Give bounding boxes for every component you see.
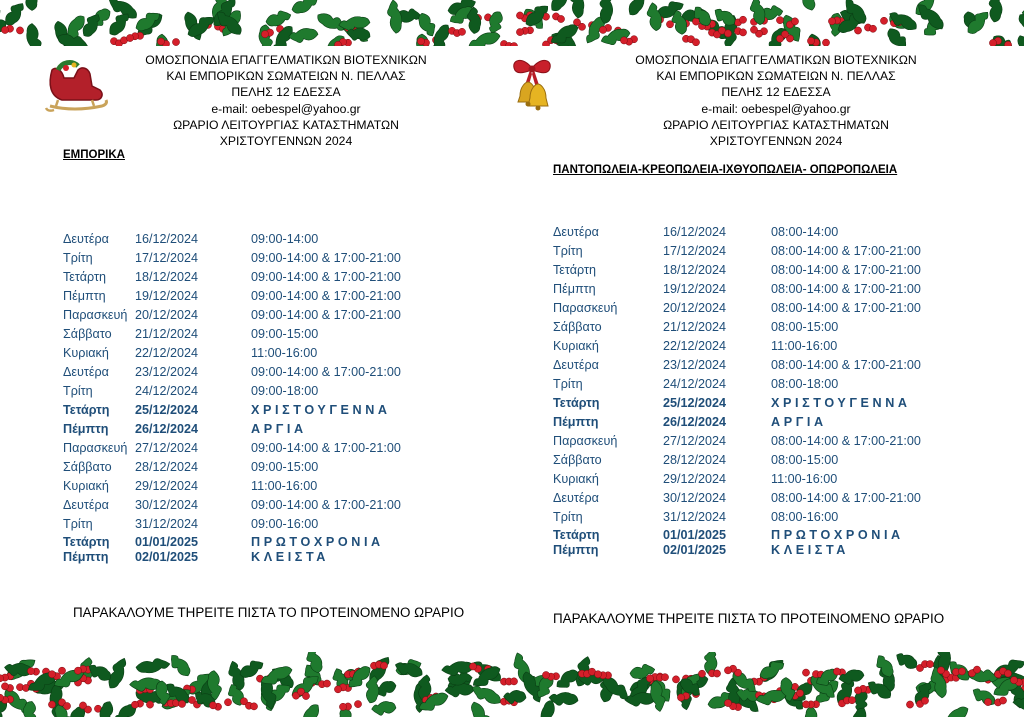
holly-berry: [261, 31, 268, 38]
date-label: 01/01/2025: [135, 535, 199, 549]
holly-berry: [599, 26, 606, 33]
date-label: 31/12/2024: [135, 517, 199, 531]
holly-berry: [822, 39, 829, 46]
holly-berry: [302, 692, 309, 699]
holly-berry: [672, 676, 679, 683]
hours-label: 09:00-14:00 & 17:00-21:00: [251, 308, 401, 322]
date-label: 21/12/2024: [135, 327, 199, 341]
holly-berry: [250, 703, 257, 710]
bells-with-bow-icon: [508, 54, 556, 120]
holly-berry: [739, 29, 746, 36]
date-label: 28/12/2024: [135, 460, 199, 474]
day-label: Τετάρτη: [553, 396, 600, 410]
holly-berry: [510, 42, 517, 46]
hours-label: 08:00-14:00 & 17:00-21:00: [771, 434, 921, 448]
date-label: 30/12/2024: [135, 498, 199, 512]
day-label: Τρίτη: [553, 510, 583, 524]
holly-berry: [869, 25, 876, 32]
day-label: Τρίτη: [63, 251, 93, 265]
holly-berry: [796, 690, 803, 697]
header-line-hours-title: ΩΡΑΡΙΟ ΛΕΙΤΟΥΡΓΙΑΣ ΚΑΤΑΣΤΗΜΑΤΩΝ: [173, 117, 399, 132]
holly-berry: [178, 700, 185, 707]
holly-garland-bottom: [0, 652, 1024, 717]
footer-note-left: ΠΑΡΑΚΑΛΟΥΜΕ ΤΗΡΕΙΤΕ ΠΙΣΤΑ ΤΟ ΠΡΟΤΕΙΝΟΜΕΝΟ ΩΡΑΡΙΟ: [73, 605, 465, 620]
footer-note-right: ΠΑΡΑΚΑΛΟΥΜΕ ΤΗΡΕΙΤΕ ΠΙΣΤΑ ΤΟ ΠΡΟΤΕΙΝΟΜΕΝΟ ΩΡΑΡΙΟ: [553, 611, 945, 626]
holly-berry: [126, 34, 133, 41]
hours-label: 09:00-14:00 & 17:00-21:00: [251, 498, 401, 512]
holly-berry: [16, 27, 23, 34]
day-label: Δευτέρα: [63, 365, 109, 379]
hours-label: 09:00-18:00: [251, 384, 319, 398]
holly-berry: [323, 680, 330, 687]
date-label: 20/12/2024: [663, 301, 727, 315]
day-label: Σάββατο: [553, 453, 602, 467]
hours-label: ΚΛΕΙΣΤΑ: [251, 550, 330, 564]
holly-leaf: [21, 0, 39, 12]
holly-berry: [802, 669, 809, 676]
header-line-season: ΧΡΙΣΤΟΥΓΕΝΝΩΝ 2024: [219, 134, 353, 149]
date-label: 23/12/2024: [135, 365, 199, 379]
date-label: 22/12/2024: [135, 346, 199, 360]
holly-berry: [854, 687, 861, 694]
holly-berry: [807, 37, 814, 44]
holly-berry: [739, 16, 746, 23]
date-label: 25/12/2024: [135, 403, 199, 417]
right-header: [606, 52, 946, 149]
day-label: Δευτέρα: [553, 491, 599, 505]
holly-berry: [713, 670, 720, 677]
date-label: 18/12/2024: [663, 263, 727, 277]
date-label: 19/12/2024: [663, 282, 727, 296]
date-label: 27/12/2024: [135, 441, 199, 455]
holly-berry: [620, 37, 627, 44]
holly-leaf: [1014, 32, 1024, 46]
header-line-associations: ΚΑΙ ΕΜΠΟΡΙΚΩΝ ΣΩΜΑΤΕΙΩΝ Ν. ΠΕΛΛΑΣ: [166, 69, 406, 84]
holly-berry: [926, 661, 933, 668]
holly-berry: [58, 667, 65, 674]
holly-berry: [921, 697, 928, 704]
holly-berry: [146, 701, 153, 708]
date-label: 17/12/2024: [663, 244, 727, 258]
holly-berry: [209, 702, 216, 709]
holly-leaf: [569, 0, 585, 19]
holly-berry: [469, 663, 476, 670]
holly-berry: [131, 701, 138, 708]
holly-leaf: [288, 27, 318, 43]
holly-berry: [880, 17, 887, 24]
holly-leaf: [893, 652, 920, 673]
holly-berry: [1004, 41, 1011, 46]
date-label: 02/01/2025: [663, 543, 727, 557]
hours-label: 09:00-14:00 & 17:00-21:00: [251, 289, 401, 303]
date-label: 19/12/2024: [135, 289, 199, 303]
day-label: Κυριακή: [63, 346, 109, 360]
holly-berry: [698, 670, 705, 677]
holly-berry: [854, 27, 861, 34]
header-line-hours-title: ΩΡΑΡΙΟ ΛΕΙΤΟΥΡΓΙΑΣ ΚΑΤΑΣΤΗΜΑΤΩΝ: [663, 117, 889, 132]
day-label: Κυριακή: [63, 479, 109, 493]
day-label: Τρίτη: [63, 384, 93, 398]
day-label: Παρασκευή: [553, 434, 618, 448]
day-label: Τετάρτη: [63, 403, 110, 417]
holly-berry: [1010, 677, 1017, 684]
holly-berry: [594, 671, 601, 678]
header-line-federation: ΟΜΟΣΠΟΝΔΙΑ ΕΠΑΓΓΕΛΜΑΤΙΚΩΝ ΒΙΟΤΕΧΝΙΚΩΝ: [145, 53, 427, 67]
hours-label: 11:00-16:00: [251, 479, 318, 493]
holly-berry: [999, 697, 1006, 704]
date-label: 30/12/2024: [663, 491, 727, 505]
day-label: Σάββατο: [63, 460, 112, 474]
header-line-email: e-mail: oebespel@yahoo.gr: [211, 101, 361, 116]
holly-berry: [958, 668, 965, 675]
hours-label: 08:00-15:00: [771, 453, 839, 467]
date-label: 21/12/2024: [663, 320, 727, 334]
holly-berry: [692, 18, 699, 25]
holly-leaf: [296, 701, 324, 717]
header-line-federation: ΟΜΟΣΠΟΝΔΙΑ ΕΠΑΓΓΕΛΜΑΤΙΚΩΝ ΒΙΟΤΕΧΝΙΚΩΝ: [635, 53, 917, 67]
hours-label: 09:00-14:00 & 17:00-21:00: [251, 270, 401, 284]
holly-berry: [334, 41, 341, 46]
hours-label: 08:00-14:00: [771, 225, 839, 239]
holly-berry: [750, 26, 757, 33]
holly-berry: [692, 39, 699, 46]
hours-label: 11:00-16:00: [771, 339, 838, 353]
date-label: 23/12/2024: [663, 358, 727, 372]
day-label: Δευτέρα: [63, 232, 109, 246]
holly-leaf: [547, 0, 575, 14]
hours-label: 11:00-16:00: [771, 472, 838, 486]
hours-label: 08:00-14:00 & 17:00-21:00: [771, 491, 921, 505]
holly-berry: [27, 668, 34, 675]
day-label: Τετάρτη: [63, 270, 106, 284]
date-label: 18/12/2024: [135, 270, 199, 284]
hours-label: 09:00-15:00: [251, 327, 319, 341]
header-line-season: ΧΡΙΣΤΟΥΓΕΝΝΩΝ 2024: [709, 134, 843, 149]
holly-berry: [906, 701, 913, 708]
holly-leaf: [937, 703, 972, 717]
header-line-address: ΠΕΛΗΣ 12 ΕΔΕΣΣΑ: [721, 85, 831, 100]
holly-berry: [542, 671, 549, 678]
holly-leaf: [25, 23, 43, 46]
holly-berry: [802, 701, 809, 708]
day-label: Παρασκευή: [553, 301, 618, 315]
day-label: Παρασκευή: [63, 441, 128, 455]
date-label: 17/12/2024: [135, 251, 199, 265]
date-label: 31/12/2024: [663, 510, 727, 524]
holly-berry: [417, 38, 424, 45]
holly-leaf: [264, 8, 292, 28]
day-label: Τρίτη: [63, 517, 93, 531]
holly-berry: [79, 702, 86, 709]
category-title-food-stores: ΠΑΝΤΟΠΩΛΕΙΑ-ΚΡΕΟΠΩΛΕΙΑ-ΙΧΘΥΟΠΩΛΕΙΑ- ΟΠΩΡΟΠΩΛΕΙΑ: [553, 164, 898, 176]
holly-berry: [1, 683, 8, 690]
date-label: 26/12/2024: [663, 415, 727, 429]
holly-berry: [63, 702, 70, 709]
holly-berry: [776, 35, 783, 42]
holly-berry: [828, 18, 835, 25]
sleigh-icon: [44, 56, 110, 114]
holly-leaf: [624, 0, 651, 18]
day-label: Πέμπτη: [553, 543, 599, 557]
date-label: 22/12/2024: [663, 339, 727, 353]
holly-berry: [339, 703, 346, 710]
holly-berry: [833, 668, 840, 675]
header-line-associations: ΚΑΙ ΕΜΠΟΡΙΚΩΝ ΣΩΜΑΤΕΙΩΝ Ν. ΠΕΛΛΑΣ: [656, 69, 896, 84]
holly-berry: [334, 686, 341, 693]
date-label: 25/12/2024: [663, 396, 727, 410]
day-label: Δευτέρα: [553, 358, 599, 372]
holly-berry: [1004, 670, 1011, 677]
hours-label: 08:00-16:00: [771, 510, 839, 524]
hours-label: ΑΡΓΙΑ: [771, 415, 827, 429]
holly-berry: [973, 666, 980, 673]
holly-berry: [791, 18, 798, 25]
holly-garland-top-graphic: [0, 0, 1024, 46]
holly-berry: [724, 667, 731, 674]
day-label: Τρίτη: [553, 377, 583, 391]
hours-label: 08:00-14:00 & 17:00-21:00: [771, 358, 921, 372]
holly-leaf: [135, 657, 170, 674]
date-label: 20/12/2024: [135, 308, 199, 322]
hours-label: ΠΡΩΤΟΧΡΟΝΙΑ: [251, 535, 384, 549]
hours-label: 08:00-15:00: [771, 320, 839, 334]
day-label: Τετάρτη: [63, 535, 110, 549]
holly-berry: [516, 28, 523, 35]
date-label: 29/12/2024: [663, 472, 727, 486]
holly-berry: [157, 38, 164, 45]
holly-berry: [661, 674, 668, 681]
holly-berry: [1, 26, 8, 33]
holly-berry: [172, 38, 179, 45]
holly-berry: [516, 12, 523, 19]
hours-label: ΧΡΙΣΤΟΥΓΕΝΝΑ: [771, 396, 911, 410]
holly-leaf: [386, 0, 403, 34]
hours-label: 09:00-15:00: [251, 460, 319, 474]
hours-label: ΚΛΕΙΣΤΑ: [771, 543, 850, 557]
day-label: Πέμπτη: [63, 550, 109, 564]
date-label: 28/12/2024: [663, 453, 727, 467]
day-label: Τετάρτη: [553, 263, 596, 277]
holly-berry: [458, 28, 465, 35]
holly-berry: [557, 15, 564, 22]
hours-label: 08:00-18:00: [771, 377, 839, 391]
date-label: 16/12/2024: [135, 232, 199, 246]
date-label: 01/01/2025: [663, 528, 727, 542]
date-label: 24/12/2024: [135, 384, 199, 398]
holly-garland-top: [0, 0, 1024, 46]
holly-leaf: [485, 9, 506, 35]
header-line-email: e-mail: oebespel@yahoo.gr: [701, 101, 851, 116]
holly-leaf: [970, 684, 998, 709]
holly-leaf: [646, 2, 663, 32]
hours-label: 08:00-14:00 & 17:00-21:00: [771, 244, 921, 258]
holly-berry: [48, 671, 55, 678]
holly-berry: [724, 30, 731, 37]
hours-label: 09:00-14:00 & 17:00-21:00: [251, 251, 401, 265]
hours-label: ΧΡΙΣΤΟΥΓΕΝΝΑ: [251, 403, 391, 417]
date-label: 27/12/2024: [663, 434, 727, 448]
holly-leaf: [290, 0, 320, 16]
day-label: Τετάρτη: [553, 528, 600, 542]
holly-leaf: [793, 0, 818, 13]
holly-berry: [74, 667, 81, 674]
hours-label: 08:00-14:00 & 17:00-21:00: [771, 263, 921, 277]
day-label: Πέμπτη: [63, 422, 109, 436]
holly-berry: [354, 700, 361, 707]
holly-leaf: [987, 0, 1003, 23]
holly-berry: [380, 662, 387, 669]
hours-label: 09:00-14:00 & 17:00-21:00: [251, 441, 401, 455]
holly-garland-bottom-graphic: [0, 652, 1024, 717]
hours-label: 11:00-16:00: [251, 346, 318, 360]
day-label: Δευτέρα: [553, 225, 599, 239]
date-label: 16/12/2024: [663, 225, 727, 239]
date-label: 26/12/2024: [135, 422, 199, 436]
holly-berry: [848, 697, 855, 704]
holly-berry: [677, 694, 684, 701]
holly-berry: [646, 675, 653, 682]
holly-berry: [48, 701, 55, 708]
holly-berry: [224, 699, 231, 706]
day-label: Πέμπτη: [553, 282, 596, 296]
holly-leaf: [167, 652, 194, 680]
holly-berry: [542, 41, 549, 46]
day-label: Κυριακή: [553, 339, 599, 353]
category-title-commercial: ΕΜΠΟΡΙΚΑ: [63, 149, 125, 161]
holly-berry: [984, 698, 991, 705]
hours-label: 09:00-16:00: [251, 517, 319, 531]
holly-berry: [724, 699, 731, 706]
date-label: 24/12/2024: [663, 377, 727, 391]
day-label: Παρασκευή: [63, 308, 128, 322]
holly-berry: [510, 678, 517, 685]
date-label: 29/12/2024: [135, 479, 199, 493]
day-label: Σάββατο: [553, 320, 602, 334]
hours-label: 08:00-14:00 & 17:00-21:00: [771, 282, 921, 296]
holly-berry: [937, 667, 944, 674]
hours-label: ΑΡΓΙΑ: [251, 422, 307, 436]
day-label: Σάββατο: [63, 327, 112, 341]
header-line-address: ΠΕΛΗΣ 12 ΕΔΕΣΣΑ: [231, 85, 341, 100]
hours-label: 09:00-14:00 & 17:00-21:00: [251, 365, 401, 379]
left-header: [116, 52, 456, 149]
holly-berry: [989, 39, 996, 46]
hours-label: 09:00-14:00: [251, 232, 319, 246]
hours-label: 08:00-14:00 & 17:00-21:00: [771, 301, 921, 315]
day-label: Πέμπτη: [553, 415, 599, 429]
day-label: Πέμπτη: [63, 289, 106, 303]
hours-label: ΠΡΩΤΟΧΡΟΝΙΑ: [771, 528, 904, 542]
holly-berry: [776, 17, 783, 24]
date-label: 02/01/2025: [135, 550, 199, 564]
day-label: Τρίτη: [553, 244, 583, 258]
holly-leaf: [371, 701, 396, 716]
day-label: Δευτέρα: [63, 498, 109, 512]
day-label: Κυριακή: [553, 472, 599, 486]
